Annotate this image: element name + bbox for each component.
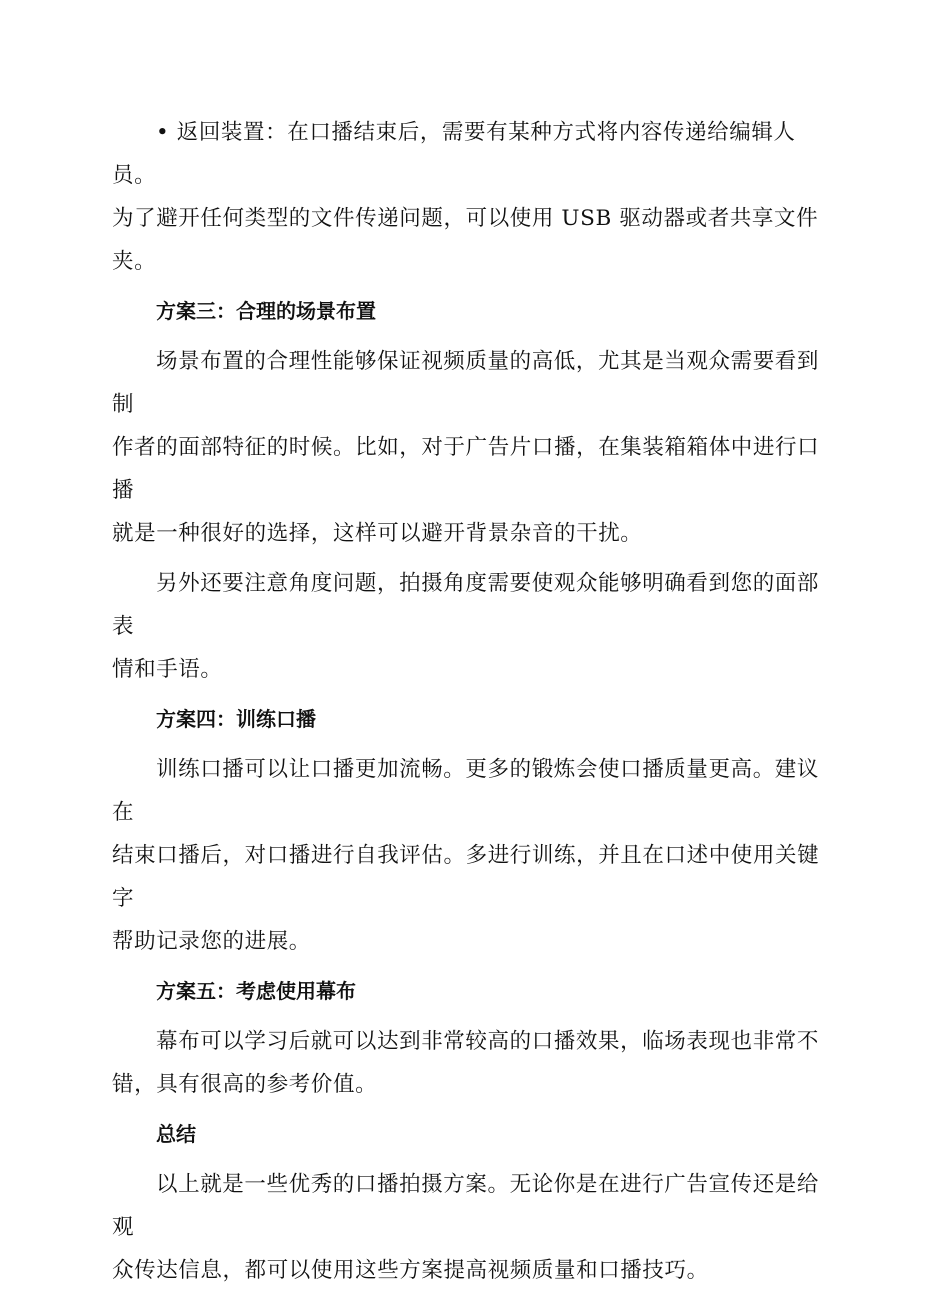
paragraph-line: 场景布置的合理性能够保证视频质量的高低，尤其是当观众需要看到制 [112, 349, 820, 417]
paragraph-line: 帮助记录您的进展。 [112, 929, 311, 954]
paragraph-line: 幕布可以学习后就可以达到非常较高的口播效果，临场表现也非常不 [156, 1029, 820, 1054]
paragraph-line: 就是一种很好的选择，这样可以避开背景杂音的干扰。 [112, 521, 643, 546]
paragraph-line: 为了避开任何类型的文件传递问题，可以使用 USB 驱动器或者共享文件夹。 [112, 206, 819, 274]
paragraph-line: 错，具有很高的参考价值。 [112, 1072, 378, 1097]
paragraph-line: 作者的面部特征的时候。比如，对于广告片口播，在集装箱箱体中进行口播 [112, 435, 820, 503]
section-heading-plan-three: 方案三：合理的场景布置 [156, 299, 376, 323]
paragraph-return-device [112, 111, 832, 283]
section-heading-plan-four: 方案四：训练口播 [156, 707, 316, 731]
paragraph-line: 结束口播后，对口播进行自我评估。多进行训练，并且在口述中使用关键字 [112, 843, 820, 911]
paragraph-line: 以上就是一些优秀的口播拍摄方案。无论你是在进行广告宣传还是给观 [112, 1172, 820, 1240]
paragraph-curtain [112, 1020, 832, 1106]
paragraph-line: 训练口播可以让口播更加流畅。更多的锻炼会使口播质量更高。建议在 [112, 757, 820, 825]
section-heading-summary: 总结 [156, 1122, 196, 1146]
paragraph-camera-angle [112, 562, 832, 691]
paragraph-scene-layout [112, 340, 832, 555]
paragraph-line: • 返回装置：在口播结束后，需要有某种方式将内容传递给编辑人员。 [112, 120, 796, 188]
paragraph-line: 众传达信息，都可以使用这些方案提高视频质量和口播技巧。 [112, 1258, 709, 1283]
document-body [112, 111, 832, 1299]
paragraph-summary [112, 1163, 832, 1292]
paragraph-line: 另外还要注意角度问题，拍摄角度需要使观众能够明确看到您的面部表 [112, 571, 820, 639]
paragraph-line: 情和手语。 [112, 657, 223, 682]
section-heading-plan-five: 方案五：考虑使用幕布 [156, 979, 356, 1003]
paragraph-training [112, 748, 832, 963]
